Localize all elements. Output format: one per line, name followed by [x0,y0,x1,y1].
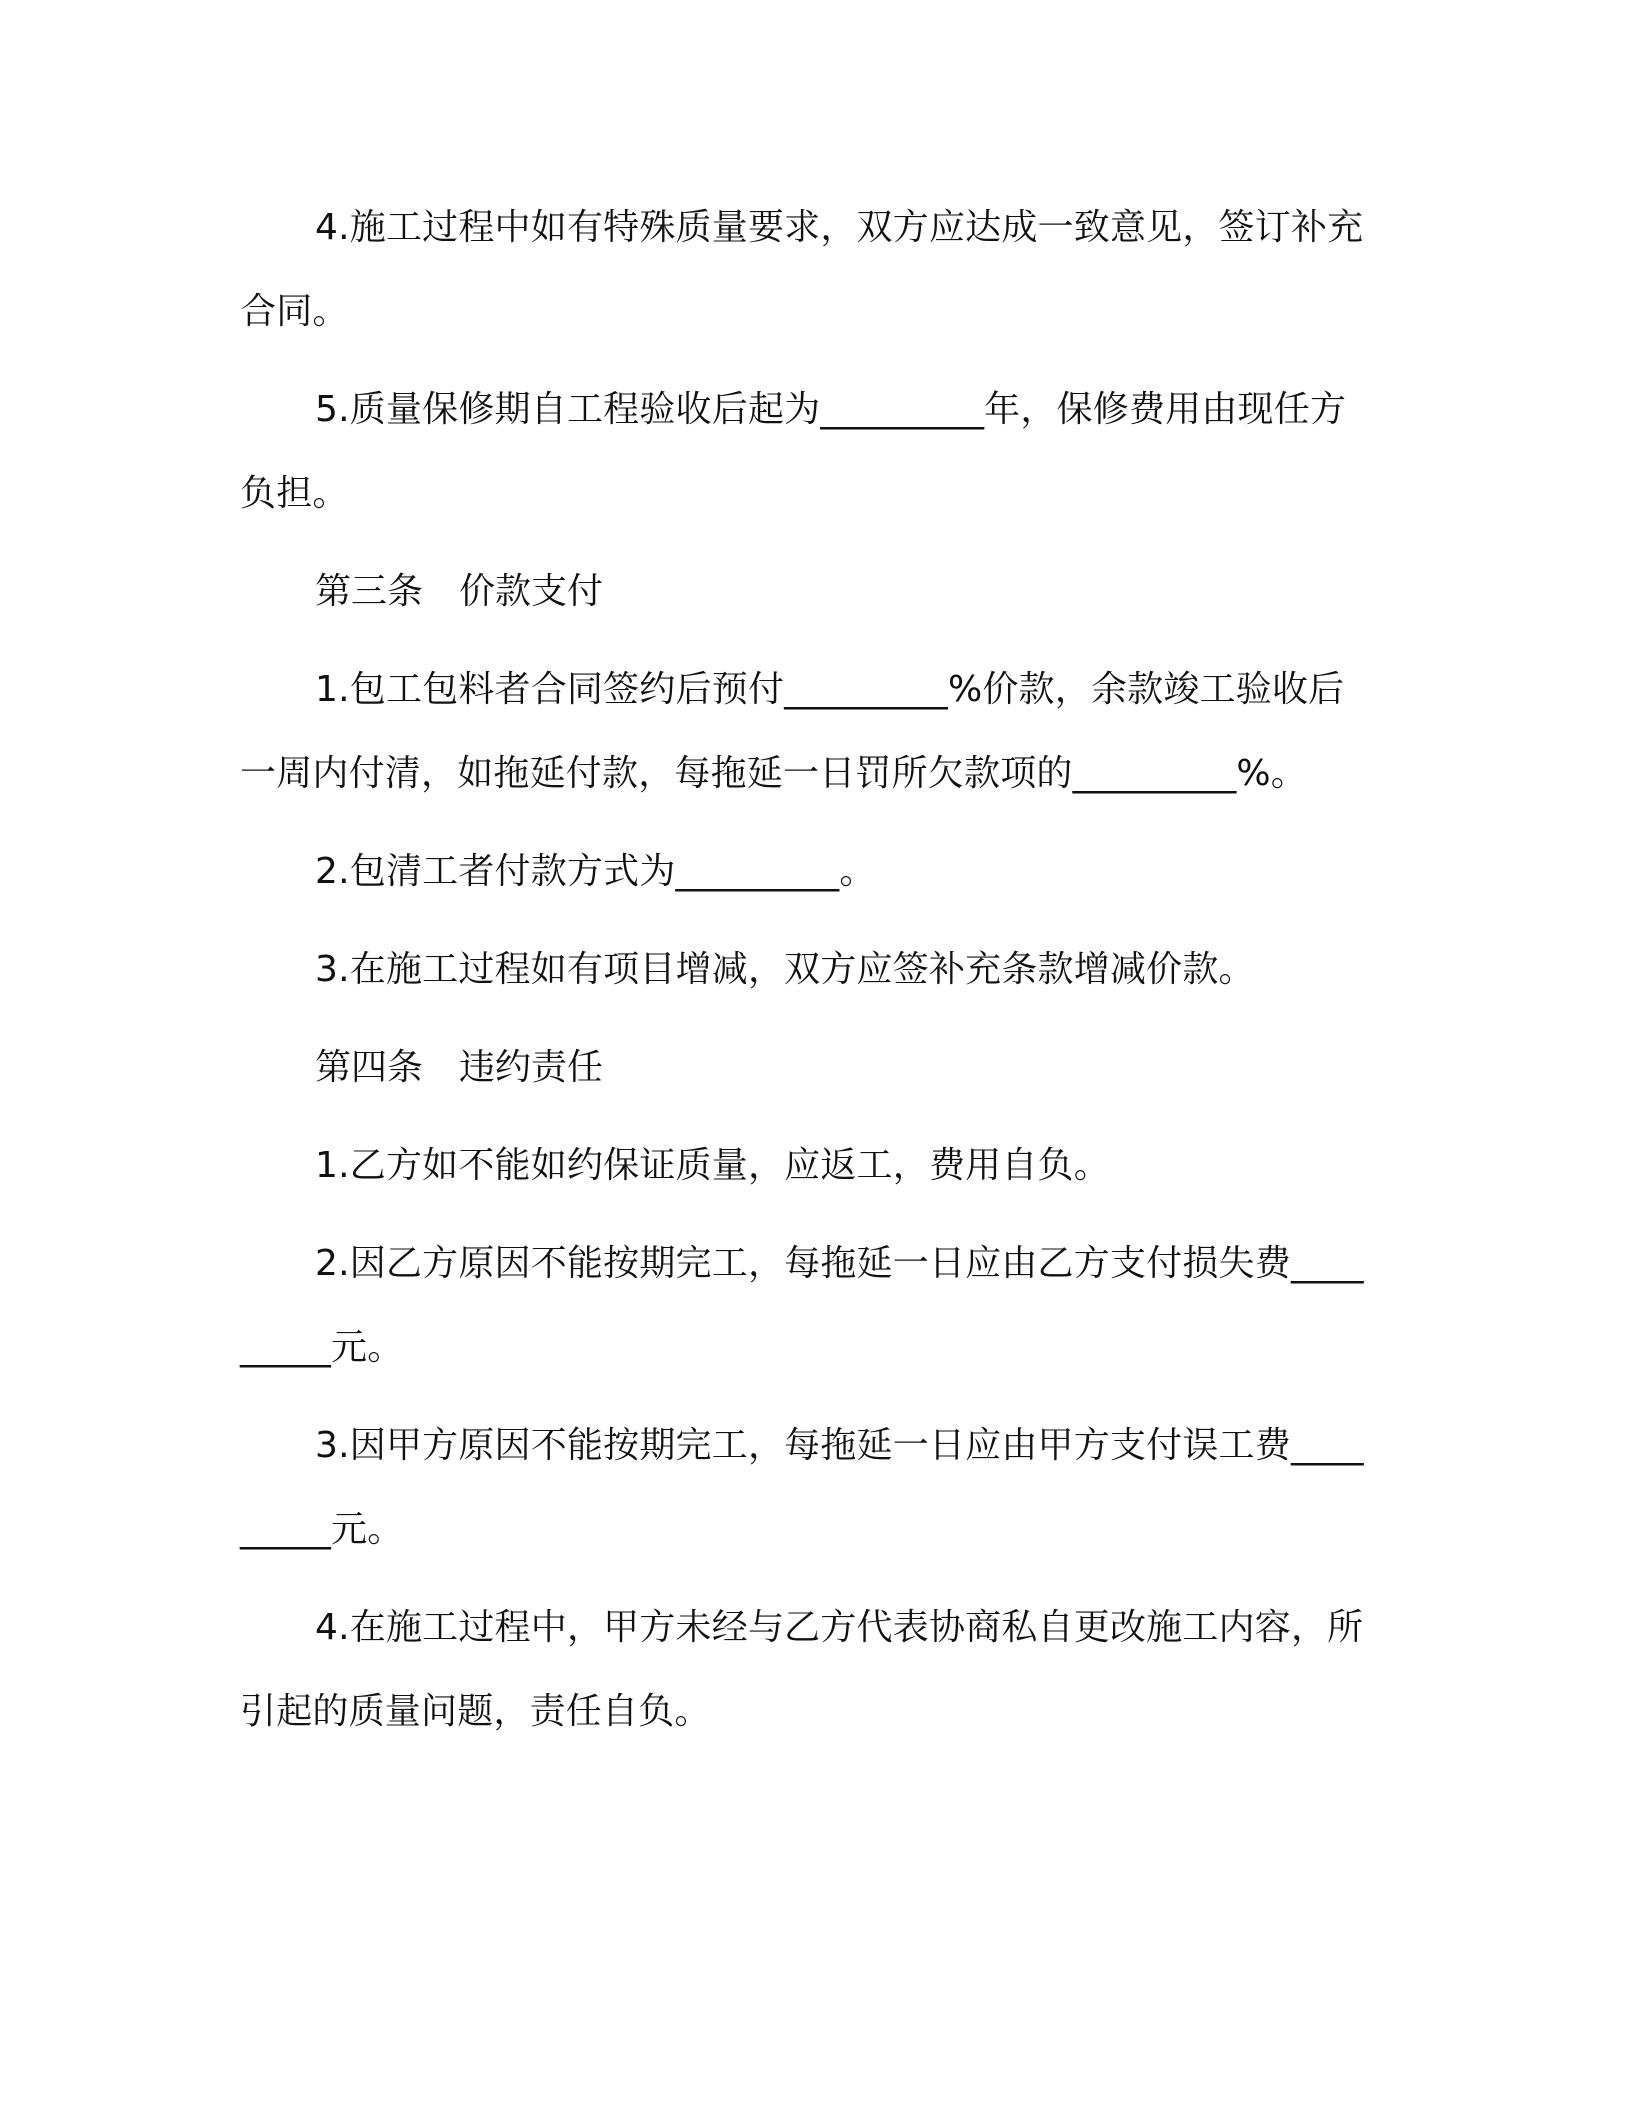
clause-quality-rework: 1.乙方如不能如约保证质量，应返工，费用自负。 [315,1145,1110,1186]
clause-party-a-delay: 3.因甲方原因不能按期完工，每拖延一日应由甲方支付误工费_________元。 [240,1425,1364,1550]
article-four-heading: 第四条 违约责任 [315,1047,604,1088]
clause-unauthorized-changes: 4.在施工过程中，甲方未经与乙方代表协商私自更改施工内容，所引起的质量问题，责任自负。 [240,1607,1364,1732]
clause-prepayment: 1.包工包料者合同签约后预付_________%价款，余款竣工验收后一周内付清，如拖延付款，每拖延一日罚所欠款项的_________%。 [240,669,1345,794]
document-body [240,186,1370,1768]
clause-labor-only-payment: 2.包清工者付款方式为_________。 [315,851,876,892]
clause-quality-special-requirements: 4.施工过程中如有特殊质量要求，双方应达成一致意见，签订补充合同。 [240,207,1364,332]
article-three-heading: 第三条 价款支付 [315,571,604,612]
clause-item-changes: 3.在施工过程如有项目增减，双方应签补充条款增减价款。 [315,949,1255,990]
clause-party-b-delay: 2.因乙方原因不能按期完工，每拖延一日应由乙方支付损失费_________元。 [240,1243,1364,1368]
clause-warranty-period: 5.质量保修期自工程验收后起为_________年，保修费用由现任方负担。 [240,389,1347,514]
